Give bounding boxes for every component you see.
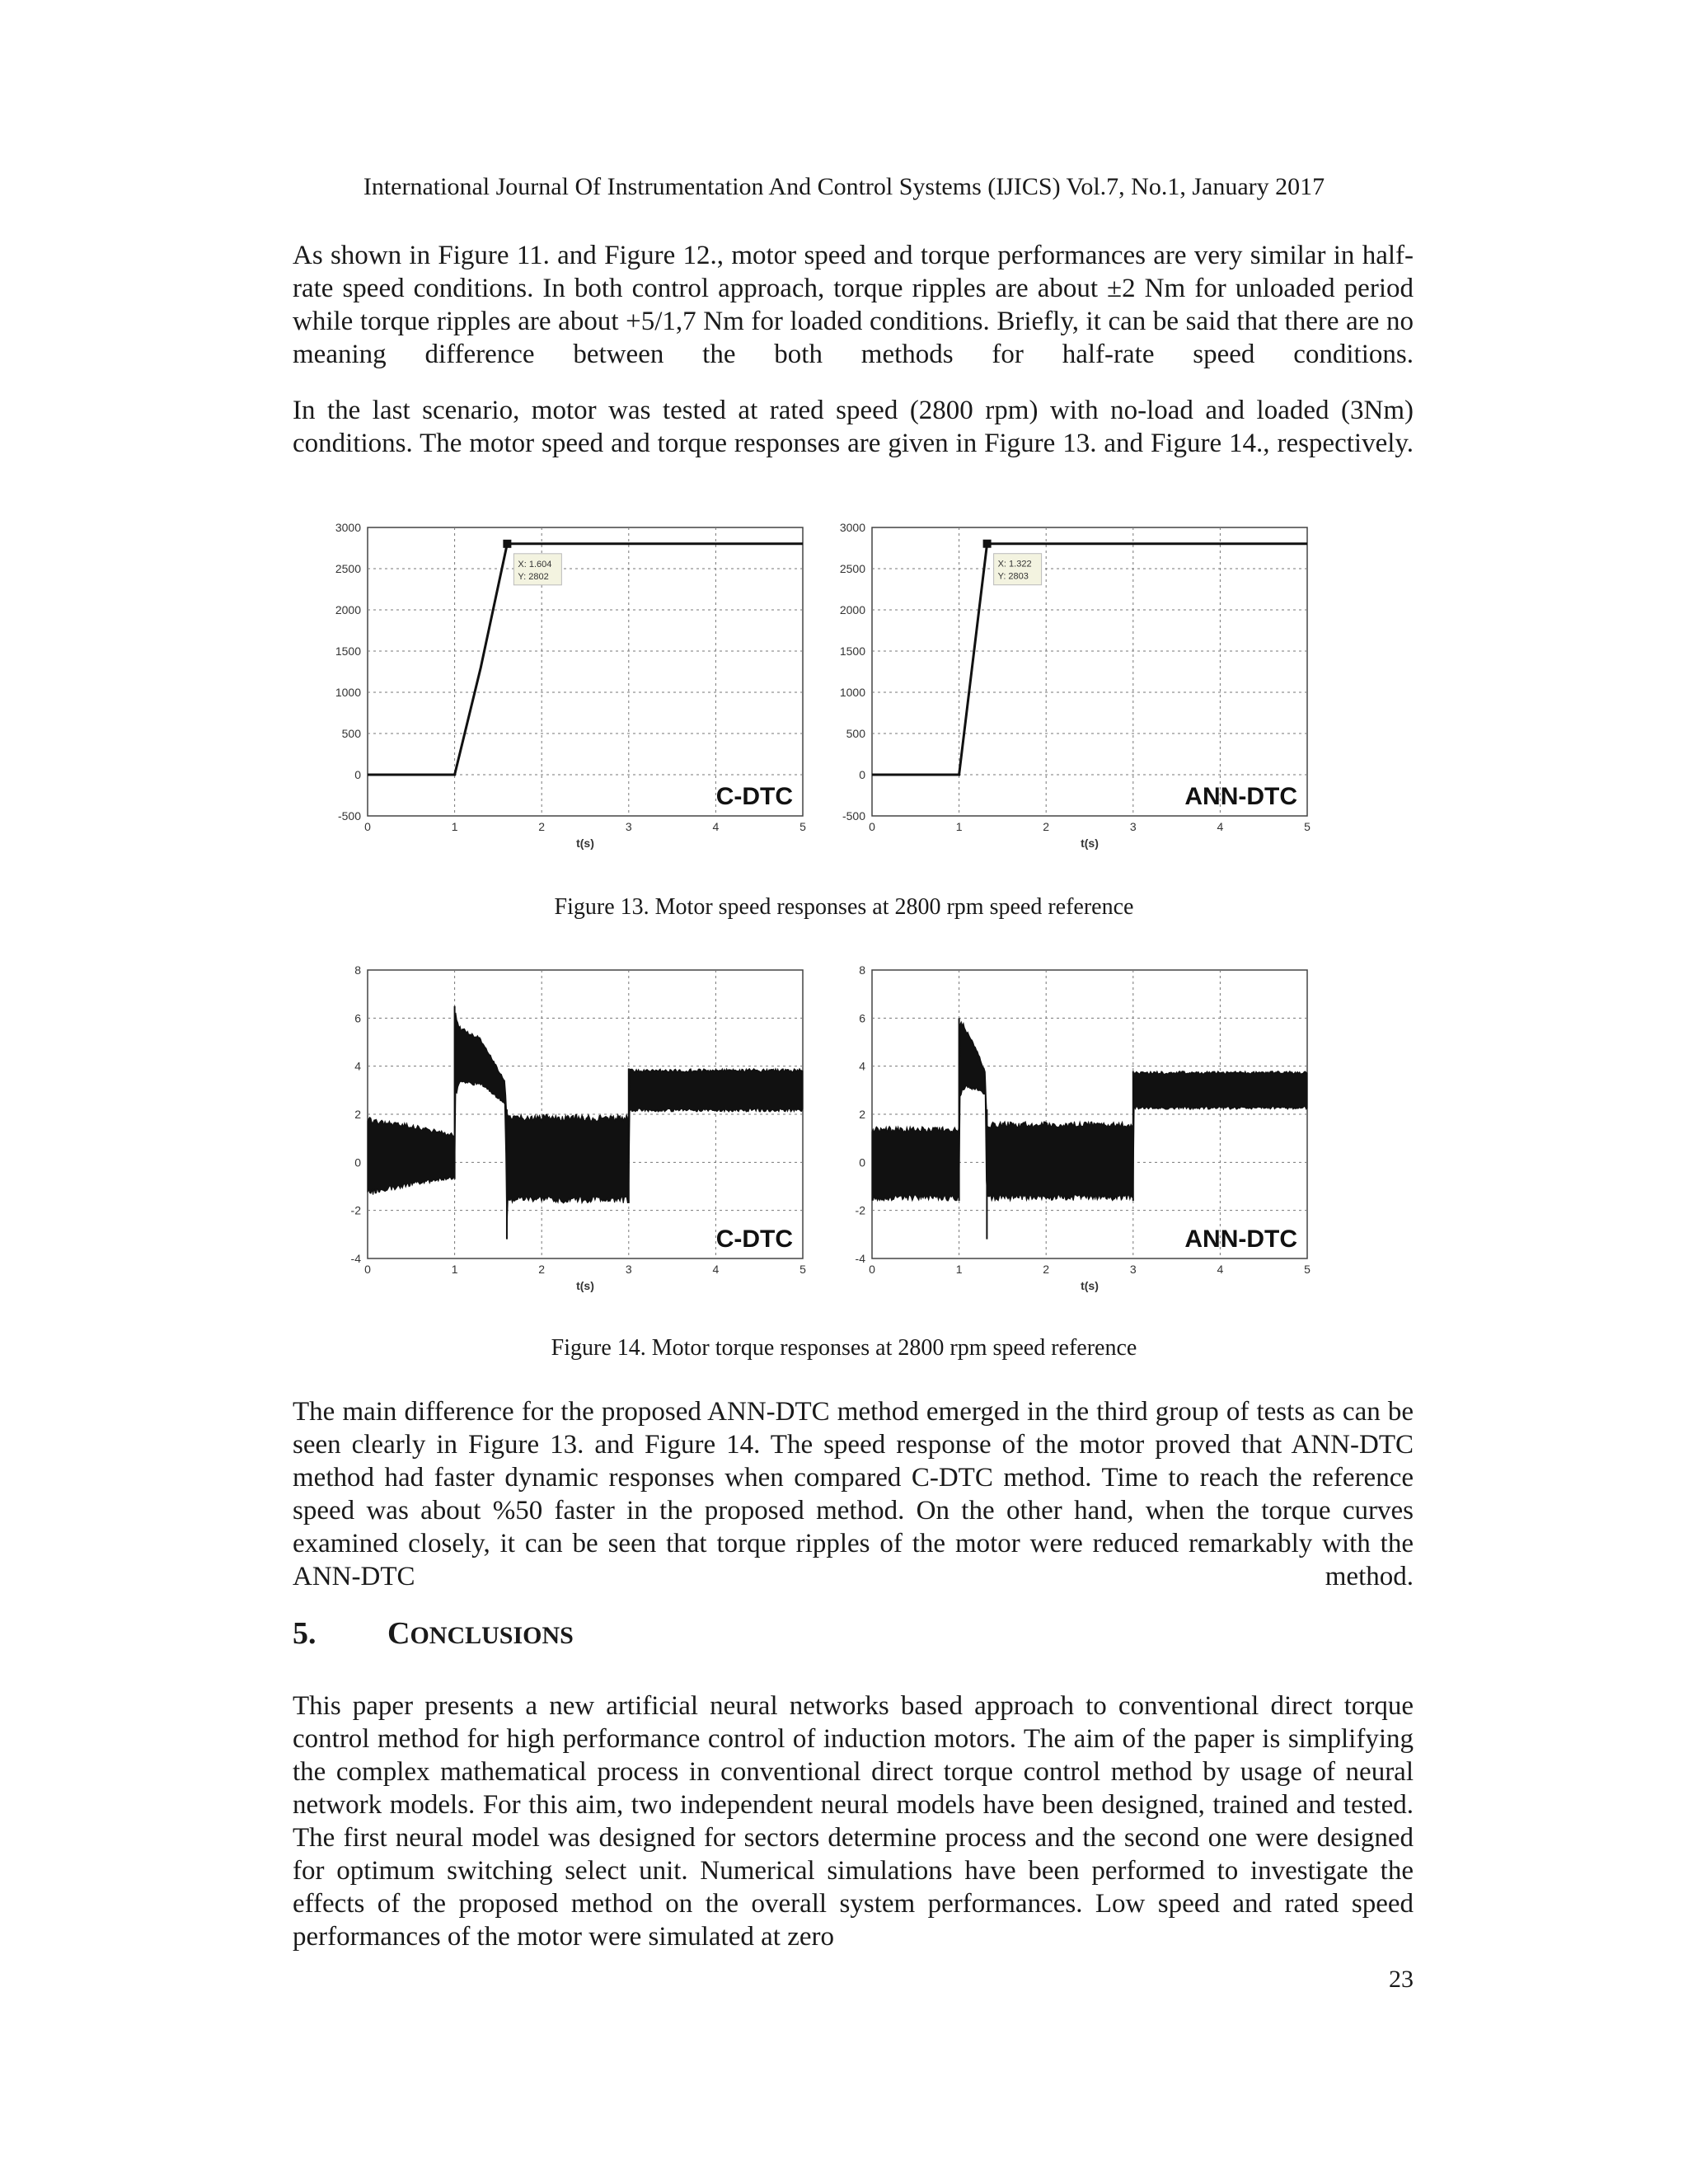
y-tick-label: 2 [859,1108,865,1121]
y-tick-label: -4 [855,1252,865,1265]
figure13-anndtc-speed-plot [832,518,1320,855]
x-axis-label: t(s) [576,1279,594,1292]
x-tick-label: 3 [625,1263,632,1276]
y-tick-label: 0 [354,768,361,781]
method-label: C-DTC [715,1226,793,1253]
y-tick-label: 1500 [839,644,865,658]
page-number: 23 [1389,1966,1414,1993]
x-tick-label: 0 [869,1263,875,1276]
paragraph-figure11-12-discussion: As shown in Figure 11. and Figure 12., motor speed and torque performances are very similar in half-rate speed conditions. In both control approach, torque ripples are about ±2 Nm for unloaded period while torque ripples are about +5/1,7 Nm for loaded conditions. Briefly, it can be said that there are no meaning difference between the both methods for half-rate speed conditions. [293,241,1414,369]
y-tick-label: -2 [855,1203,865,1217]
method-label: ANN-DTC [1184,1226,1297,1253]
y-tick-label: 2000 [335,603,361,616]
x-tick-label: 2 [1043,820,1050,833]
y-tick-label: 2500 [335,562,361,575]
x-tick-label: 5 [799,1263,806,1276]
plot-frame [872,527,1307,816]
y-tick-label: 6 [354,1011,361,1025]
x-tick-label: 4 [1217,1263,1224,1276]
x-tick-label: 5 [799,820,806,833]
datatip-text: Y: 2802 [518,571,549,582]
y-tick-label: 500 [341,727,361,740]
y-tick-label: 0 [354,1155,361,1169]
y-tick-label: 3000 [335,521,361,534]
section-heading-conclusions [293,1615,574,1652]
x-tick-label: 0 [869,820,875,833]
plot-frame [368,527,803,816]
x-tick-label: 4 [712,1263,720,1276]
x-tick-label: 3 [625,820,632,833]
y-tick-label: 6 [859,1011,865,1025]
y-tick-label: 2 [354,1108,361,1121]
y-tick-label: 1500 [335,644,361,658]
x-axis-label: t(s) [1081,837,1099,850]
paragraph-conclusions: This paper presents a new artificial neural networks based approach to conventional direct torque control method for high performance control of induction motors. The aim of the paper is simplifying the complex mathematical process in conventional direct torque control method by usage of neural network models. For this aim, two independent neural models have been designed, trained and tested. The first neural model was designed for sectors determine process and the second one were designed for optimum switching select unit. Numerical simulations have been performed to investigate the effects of the proposed method on the overall system performances. Low speed and rated speed performances of the motor were simulated at zero [293,1691,1414,1952]
x-tick-label: 4 [712,820,720,833]
y-tick-label: 3000 [839,521,865,534]
y-tick-label: -2 [350,1203,361,1217]
x-tick-label: 4 [1217,820,1224,833]
x-tick-label: 3 [1129,820,1137,833]
y-tick-label: -500 [337,809,361,823]
paragraph-rated-speed-scenario: In the last scenario, motor was tested at rated speed (2800 rpm) with no-load and loaded (3Nm) conditions. The motor speed and torque responses are given in Figure 13. and Figure 14., respectively. [293,396,1414,458]
figure14-anndtc-torque-plot [832,960,1320,1298]
x-tick-label: 0 [364,1263,371,1276]
x-tick-label: 1 [955,1263,963,1276]
datatip-text: X: 1.322 [997,559,1032,569]
x-tick-label: 2 [538,1263,546,1276]
method-label: C-DTC [715,783,793,810]
y-tick-label: 4 [354,1059,361,1073]
y-tick-label: 8 [354,963,361,977]
x-tick-label: 1 [955,820,963,833]
x-tick-label: 1 [451,1263,458,1276]
paragraph-results-comparison: The main difference for the proposed ANN-DTC method emerged in the third group of tests as can be seen clearly in Figure 13. and Figure 14. The speed response of the motor proved that ANN-DTC method had faster dynamic responses when compared C-DTC method. Time to reach the reference speed was about %50 faster in the proposed method. On the other hand, when the torque curves examined closely, it can be seen that torque ripples of the motor were reduced remarkably with the ANN-DTC method. [293,1397,1414,1591]
figure13-cdtc-speed-plot [328,518,816,855]
y-tick-label: 2500 [839,562,865,575]
y-tick-label: 0 [859,768,865,781]
y-tick-label: -4 [350,1252,361,1265]
y-tick-label: -500 [842,809,865,823]
method-label: ANN-DTC [1184,783,1297,810]
y-tick-label: 4 [859,1059,865,1073]
x-tick-label: 3 [1129,1263,1137,1276]
y-tick-label: 500 [846,727,865,740]
datatip-text: X: 1.604 [518,559,552,569]
x-tick-label: 1 [451,820,458,833]
x-tick-label: 5 [1304,1263,1311,1276]
figure14-caption: Figure 14. Motor torque responses at 2800 rpm speed reference [551,1335,1137,1361]
x-tick-label: 2 [538,820,546,833]
datatip-marker [503,540,511,548]
x-tick-label: 5 [1304,820,1311,833]
x-tick-label: 2 [1043,1263,1050,1276]
figure14-cdtc-torque-plot [328,960,816,1298]
y-tick-label: 2000 [839,603,865,616]
section-title-rest: ONCLUSIONS [410,1622,574,1649]
datatip-text: Y: 2803 [997,571,1029,582]
y-tick-label: 1000 [839,686,865,699]
x-tick-label: 0 [364,820,371,833]
section-number: 5. [293,1616,316,1651]
figure13-caption: Figure 13. Motor speed responses at 2800 rpm speed reference [554,894,1134,920]
x-axis-label: t(s) [576,837,594,850]
journal-header: International Journal Of Instrumentation And Control Systems (IJICS) Vol.7, No.1, January 2017 [363,173,1325,200]
x-axis-label: t(s) [1081,1279,1099,1292]
y-tick-label: 8 [859,963,865,977]
y-tick-label: 0 [859,1155,865,1169]
y-tick-label: 1000 [335,686,361,699]
datatip-marker [983,540,992,548]
section-title-first-letter: C [387,1616,410,1651]
